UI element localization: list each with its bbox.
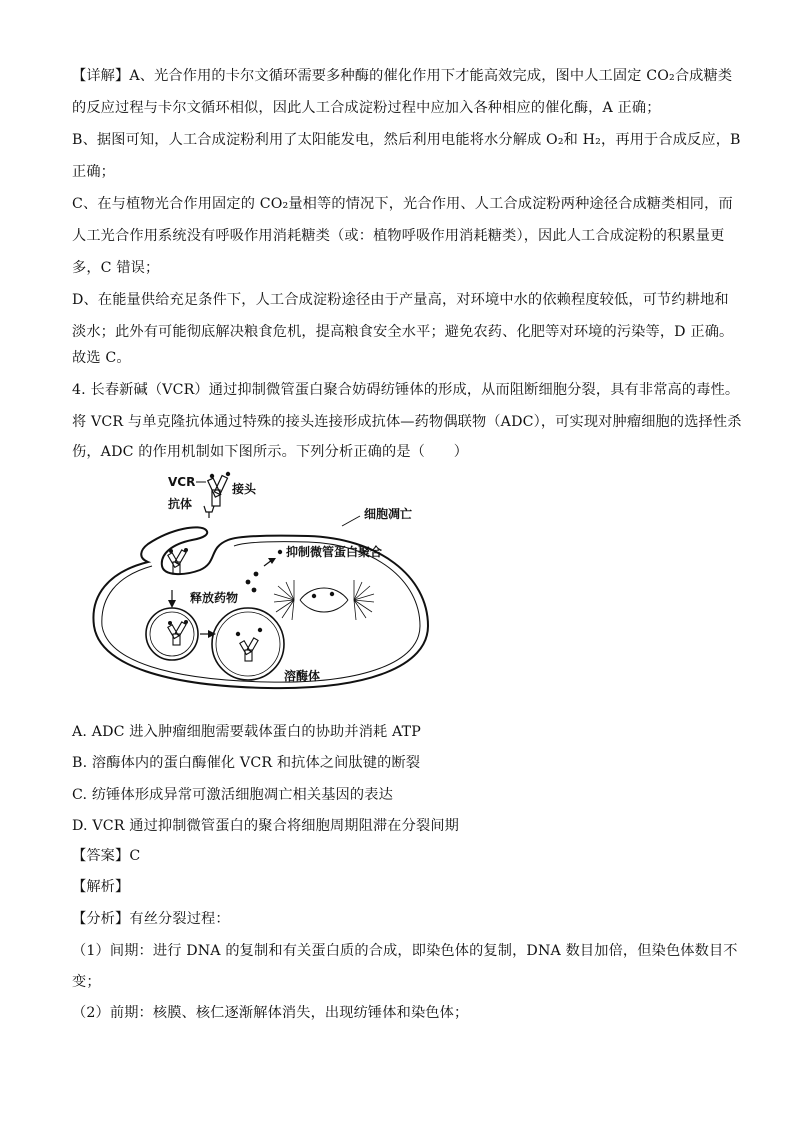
antibody-in-lysosome [240,638,258,661]
analysis-line: 变； [72,974,101,990]
option-d: D. VCR 通过抑制微管蛋白的聚合将细胞周期阻滞在分裂间期 [72,818,459,834]
release-drug-label: 释放药物 [190,591,239,605]
lysosome-label: 溶酶体 [284,669,321,683]
explanation-line: D、在能量供给充足条件下，人工合成淀粉途径由于产量高，对环境中水的依赖程度较低，可节约耕地和 [72,292,729,308]
analysis-title: 【解析】 [72,879,130,895]
antibody-label: 抗体 [168,497,193,511]
question-line: 4. 长春新碱（VCR）通过抑制微管蛋白聚合妨碍纺锤体的形成，从而阻断细胞分裂，具有非常高的毒性。 [72,382,740,398]
question-line: 伤，ADC 的作用机制如下图所示。下列分析正确的是（ ） [72,444,469,460]
spindle-fibers [300,588,348,600]
adc-diagram-svg [88,466,448,698]
explanation-line: 多，C 错误； [72,260,160,276]
explanation-line: 人工光合作用系统没有呼吸作用消耗糖类（或：植物呼吸作用消耗糖类），因此人工合成淀粉的积累量更 [72,228,725,244]
answer-line: 【答案】C [72,848,141,864]
spindle-aster-right [354,580,374,620]
explanation-line: 淡水；此外有可能彻底解决粮食危机，提高粮食安全水平；避免农药、化肥等对环境的污染等，D 正确。 [72,324,734,340]
option-b: B. 溶酶体内的蛋白酶催化 VCR 和抗体之间肽键的断裂 [72,755,421,771]
explanation-line: B、据图可知，人工合成淀粉利用了太阳能发电，然后利用电能将水分解成 O₂和 H₂，再用于合成反应，B [72,132,741,148]
spindle-aster-left [274,580,294,620]
adc-in-endosome [168,620,188,645]
linker-label: 接头 [232,482,257,496]
explanation-line: 【详解】A、光合作用的卡尔文循环需要多种酶的催化作用下才能高效完成，图中人工固定 CO₂合成糖类 [72,68,733,84]
option-a: A. ADC 进入肿瘤细胞需要载体蛋白的协助并消耗 ATP [72,724,421,740]
inhibit-label: 抑制微管蛋白聚合 [286,545,383,559]
explanation-line: 的反应过程与卡尔文循环相似，因此人工合成淀粉过程中应加入各种相应的催化酶，A 正确； [72,100,661,116]
vcr-label: VCR [168,475,196,489]
adc-endocytosed [168,548,188,574]
analysis-line: （1）间期：进行 DNA 的复制和有关蛋白质的合成，即染色体的复制，DNA 数目加倍，但染色体数目不 [72,943,738,959]
adc-outside [208,472,230,506]
adc-mechanism-diagram [88,466,448,698]
apoptosis-label: 细胞凋亡 [364,507,413,521]
explanation-line: 故选 C。 [72,350,131,366]
analysis-line: 【分析】有丝分裂过程： [72,911,230,927]
explanation-line: C、在与植物光合作用固定的 CO₂量相等的情况下，光合作用、人工合成淀粉两种途径合成糖类相同，而 [72,196,733,212]
explanation-line: 正确； [72,164,116,180]
analysis-line: （2）前期：核膜、核仁逐渐解体消失，出现纺锤体和染色体； [72,1005,469,1021]
option-c: C. 纺锤体形成异常可激活细胞凋亡相关基因的表达 [72,787,393,803]
question-line: 将 VCR 与单克隆抗体通过特殊的接头连接形成抗体—药物偶联物（ADC），可实现对肿瘤细胞的选择性杀 [72,414,742,430]
